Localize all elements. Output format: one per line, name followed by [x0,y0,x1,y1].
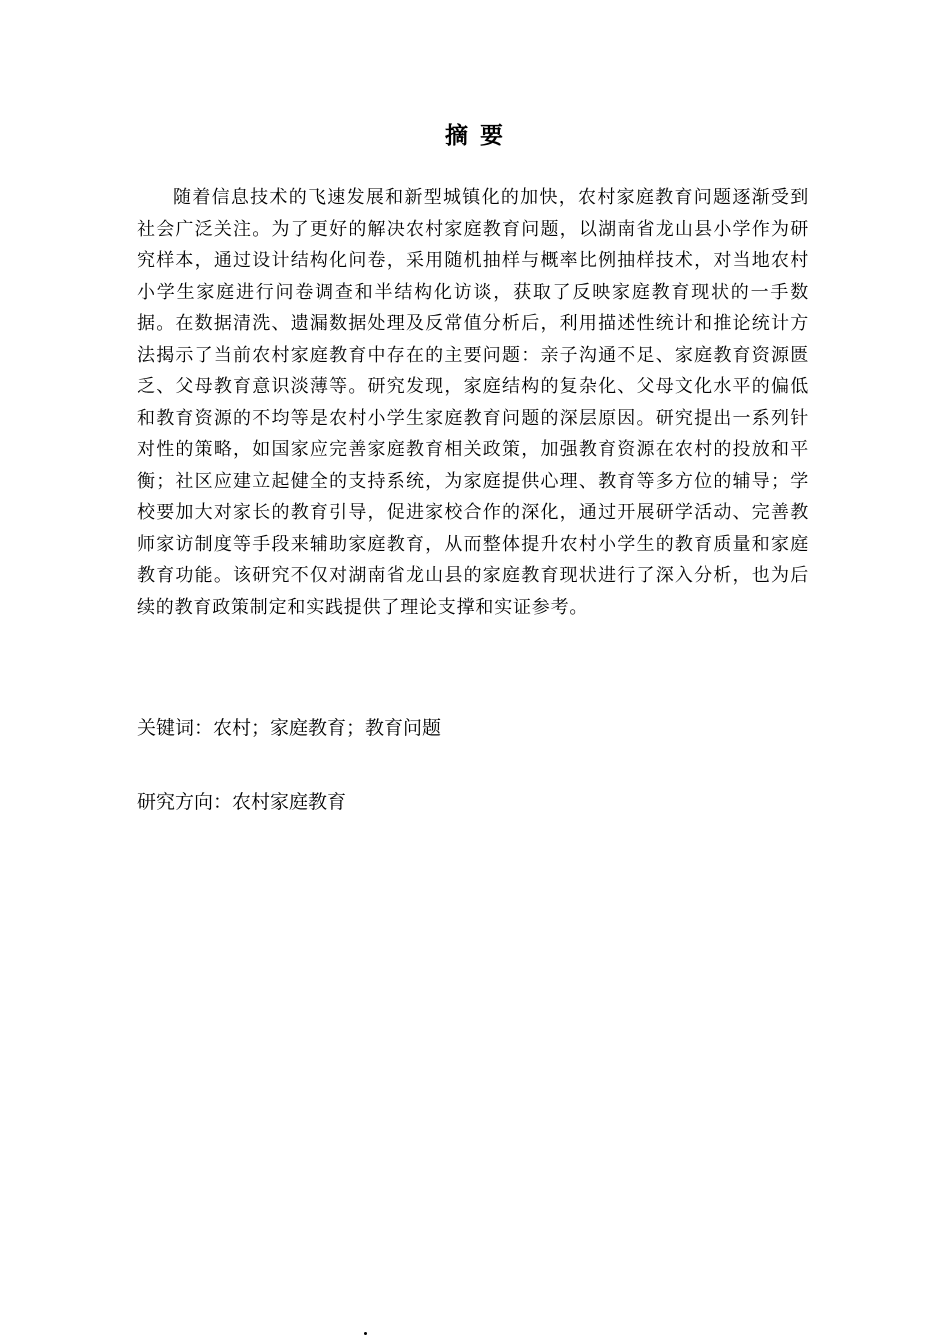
page-dot [364,1332,367,1335]
research-direction-line: 研究方向：农村家庭教育 [137,791,347,813]
keywords-line: 关键词：农村；家庭教育；教育问题 [137,717,442,739]
abstract-title: 摘 要 [444,122,505,149]
abstract-body: 随着信息技术的飞速发展和新型城镇化的加快，农村家庭教育问题逐渐受到社会广泛关注。为了更好的解决农村家庭教育问题，以湖南省龙山县小学作为研究样本，通过设计结构化问卷，采用随机抽样与概率比例抽样技术，对当地农村小学生家庭进行问卷调查和半结构化访谈，获取了反映家庭教育现状的一手数据。在数据清洗、遗漏数据处理及反常值分析后，利用描述性统计和推论统计方法揭示了当前农村家庭教育中存在的主要问题：亲子沟通不足、家庭教育资源匮乏、父母教育意识淡薄等。研究发现，家庭结构的复杂化、父母文化水平的偏低和教育资源的不均等是农村小学生家庭教育问题的深层原因。研究提出一系列针对性的策略，如国家应完善家庭教育相关政策，加强教育资源在农村的投放和平衡；社区应建立起健全的支持系统，为家庭提供心理、教育等多方位的辅导；学校要加大对家长的教育引导，促进家校合作的深化，通过开展研学活动、完善教师家访制度等手段来辅助家庭教育，从而整体提升农村小学生的教育质量和家庭教育功能。该研究不仅对湖南省龙山县的家庭教育现状进行了深入分析，也为后续的教育政策制定和实践提供了理论支撑和实证参考。 [137,187,809,618]
